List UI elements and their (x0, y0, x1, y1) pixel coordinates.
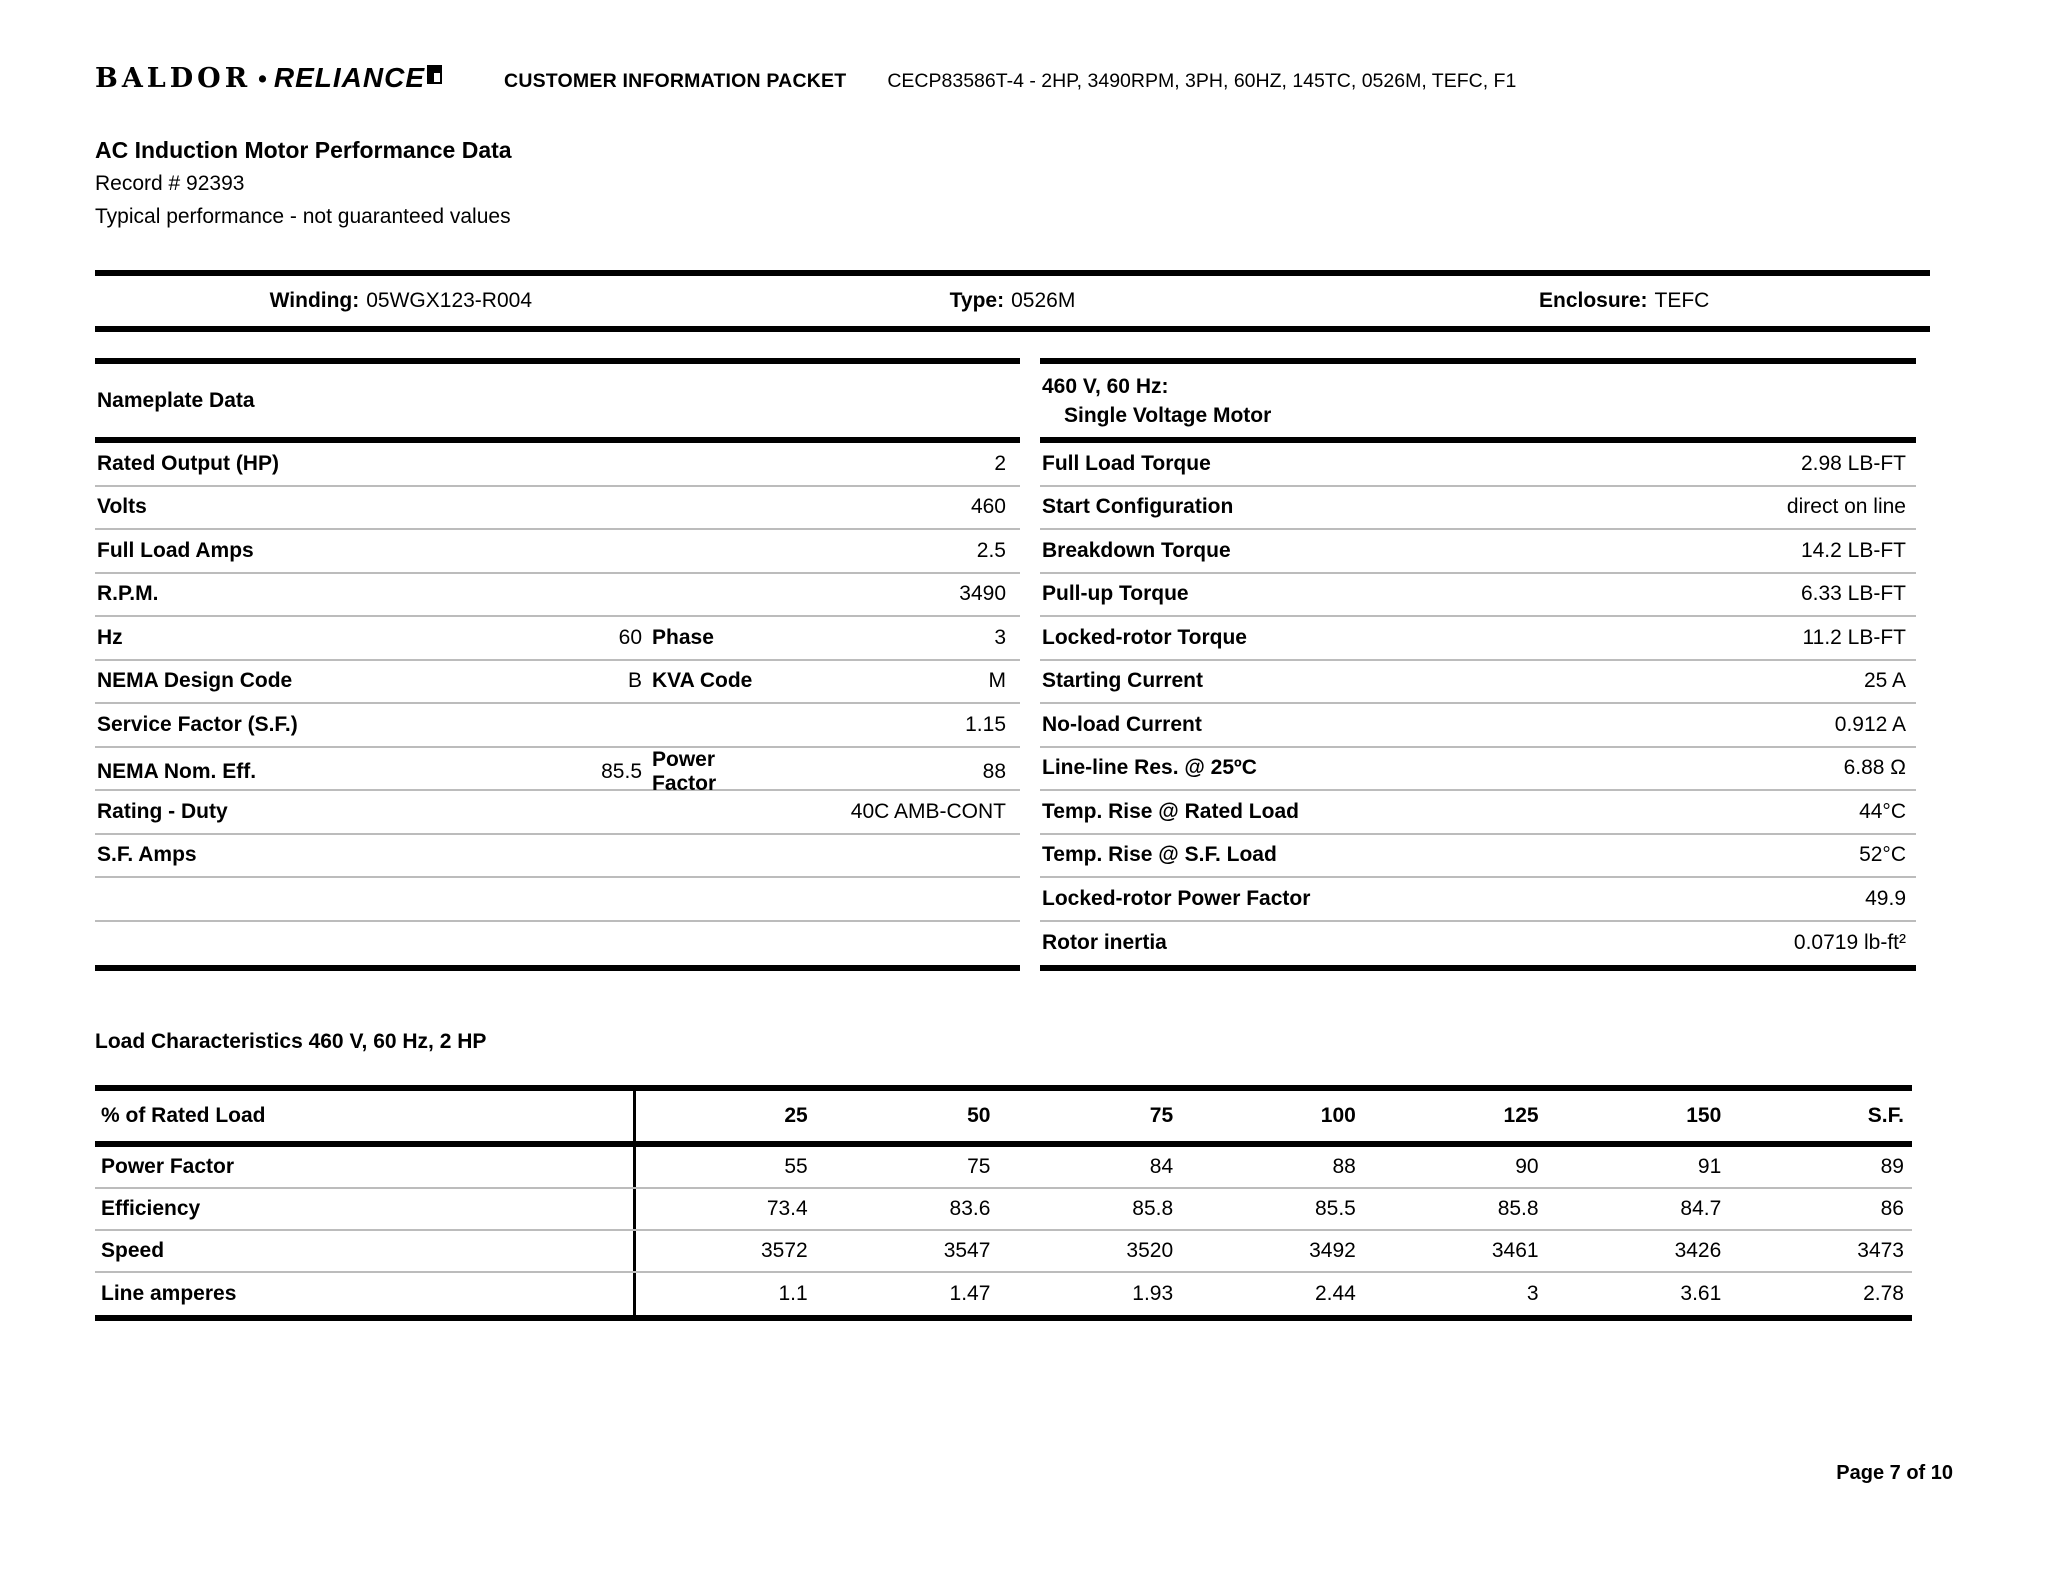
reliance-mark-icon (427, 65, 442, 84)
logo-reliance-text: RELIANCE (273, 62, 426, 93)
table-row: Starting Current 25 A (1040, 661, 1916, 705)
packet-title: CUSTOMER INFORMATION PACKET (504, 70, 847, 92)
load-header-label: % of Rated Load (101, 1104, 266, 1127)
table-row: Start Configuration direct on line (1040, 487, 1916, 531)
winding-bar (95, 270, 1930, 332)
table-row-empty (95, 878, 1020, 922)
table-row: Full Load Amps 2.5 (95, 530, 1020, 574)
table-row: Line-line Res. @ 25ºC 6.88 Ω (1040, 748, 1916, 792)
table-row: Volts 460 (95, 487, 1020, 531)
table-row: Hz 60 Phase 3 (95, 617, 1020, 661)
nameplate-heading-text: Nameplate Data (97, 389, 255, 412)
winding-bar-row (95, 276, 1930, 326)
type-cell (707, 289, 1319, 313)
nameplate-heading (95, 364, 1020, 443)
catalog-spec-line: CECP83586T-4 - 2HP, 3490RPM, 3PH, 60HZ, 145TC, 0526M, TEFC, F1 (887, 70, 1517, 92)
table-row: Temp. Rise @ S.F. Load 52°C (1040, 835, 1916, 879)
winding-value: 05WGX123-R004 (366, 289, 533, 312)
type-value: 0526M (1011, 289, 1076, 312)
table-row: Line amperes 1.1 1.47 1.93 2.44 3 3.61 2.78 (95, 1273, 1912, 1315)
voltage-heading-line1: 460 V, 60 Hz: (1042, 374, 1169, 398)
load-column-header: 50 (967, 1104, 991, 1127)
logo-dot: • (258, 65, 267, 93)
table-row: R.P.M. 3490 (95, 574, 1020, 618)
enclosure-label: Enclosure: (1538, 289, 1648, 312)
table-row: Locked-rotor Torque 11.2 LB-FT (1040, 617, 1916, 661)
baldor-reliance-logo (95, 62, 442, 94)
voltage-heading (1040, 364, 1916, 443)
table-row: Breakdown Torque 14.2 LB-FT (1040, 530, 1916, 574)
table-row: Efficiency 73.4 83.6 85.8 85.5 85.8 84.7 86 (95, 1189, 1912, 1231)
enclosure-cell (1318, 289, 1930, 313)
load-characteristics-heading: Load Characteristics 460 V, 60 Hz, 2 HP (95, 1030, 487, 1053)
table-row: Rated Output (HP) 2 (95, 443, 1020, 487)
type-label: Type: (949, 289, 1005, 312)
table-row: Full Load Torque 2.98 LB-FT (1040, 443, 1916, 487)
performance-note: Typical performance - not guaranteed values (95, 205, 511, 228)
winding-cell (95, 289, 707, 313)
nameplate-table (95, 358, 1020, 971)
voltage-heading-line2: Single Voltage Motor (1064, 403, 1272, 427)
table-row: Service Factor (S.F.) 1.15 (95, 704, 1020, 748)
table-row-empty (95, 922, 1020, 966)
table-row: Power Factor 55 75 84 88 90 91 89 (95, 1147, 1912, 1189)
table-row: Temp. Rise @ Rated Load 44°C (1040, 791, 1916, 835)
table-row: NEMA Nom. Eff. 85.5 Power Factor 88 (95, 748, 1020, 792)
table-row: NEMA Design Code B KVA Code M (95, 661, 1020, 705)
table-row: S.F. Amps (95, 835, 1020, 879)
table-row: Rating - Duty 40C AMB-CONT (95, 791, 1020, 835)
page-header (95, 62, 1953, 94)
load-column-header: S.F. (1867, 1104, 1904, 1127)
logo-baldor-text: BALDOR (95, 63, 252, 94)
table-row: Pull-up Torque 6.33 LB-FT (1040, 574, 1916, 618)
enclosure-value: TEFC (1654, 289, 1710, 312)
voltage-table (1040, 358, 1916, 971)
page-title: AC Induction Motor Performance Data (95, 137, 512, 163)
table-row: Rotor inertia 0.0719 lb-ft² (1042, 931, 1906, 955)
winding-label: Winding: (269, 289, 360, 312)
table-row: Locked-rotor Power Factor 49.9 (1040, 878, 1916, 922)
record-number: Record # 92393 (95, 172, 245, 195)
table-row: Speed 3572 3547 3520 3492 3461 3426 3473 (95, 1231, 1912, 1273)
load-characteristics-table (95, 1085, 1912, 1321)
title-block (95, 134, 512, 233)
load-column-header: 150 (1686, 1104, 1722, 1127)
load-table-header (95, 1091, 1912, 1147)
load-column-header: 75 (1149, 1104, 1174, 1127)
table-row: No-load Current 0.912 A (1040, 704, 1916, 748)
load-column-header: 25 (633, 1091, 816, 1141)
load-column-header: 125 (1503, 1104, 1539, 1127)
data-tables-section (95, 358, 1930, 971)
page-number: Page 7 of 10 (1836, 1462, 1953, 1484)
load-column-header: 100 (1320, 1104, 1356, 1127)
